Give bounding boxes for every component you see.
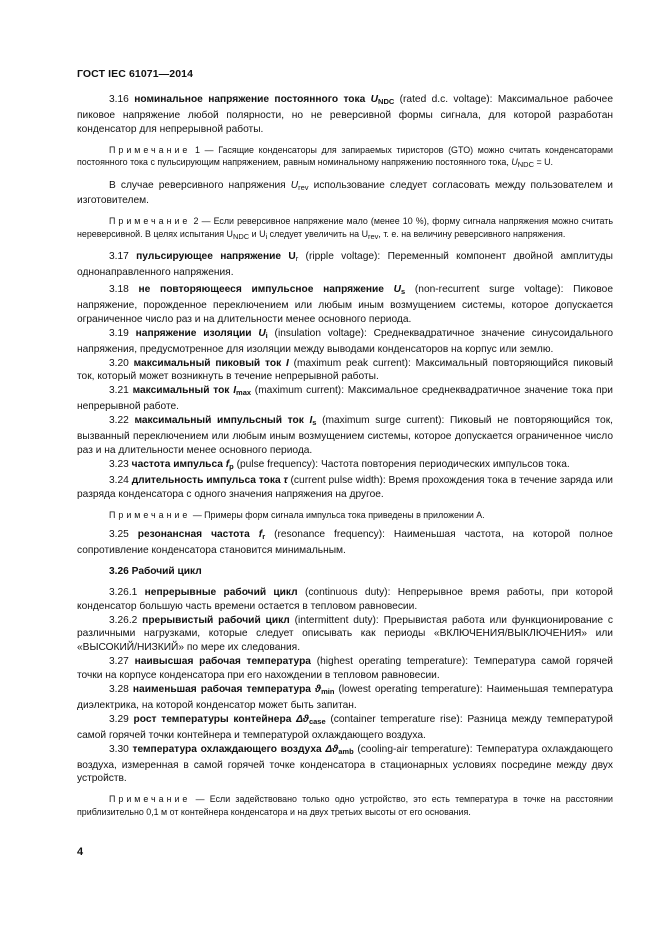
- clause-3-18: 3.18 не повторяющееся импульсное напряжение $U_s$ (non-recurrent surge voltage): Пиковое напряжение, порожденное переключением или любым иным возмущением системы, которое допускается ограниченное число раз и на длительности менее основного периода.: [77, 283, 613, 325]
- clause-3-28: 3.28 наименьшая рабочая температура $ϑ_{min}$ (lowest operating temperature): Наименьшая температура диэлектрика, на которой конденсатор может быть запитан.: [77, 684, 613, 711]
- clause-3-22: 3.22 максимальный импульсный ток $I_s$ (maximum surge current): Пиковый не повторяющийся ток, вызванный переключением или любым иным возмущением системы, которое допускается ограниченное число раз и на длительности менее основного периода.: [77, 415, 613, 456]
- note-2: Примечание 2 — Если реверсивное напряжение мало (менее 10 %), форму сигнала напряжения можно считать нереверсивной. В целях испытания $U_{NDC}$ и $U_i$ следует увеличить на $U_{rev}$, т. е. на величину реверсивного напряжения.: [77, 216, 613, 241]
- clause-3-23: 3.23 частота импульса $f_p$ (pulse frequency): Частота повторения периодических импульсов тока.: [109, 458, 570, 471]
- clause-3-24: 3.24 длительность импульса тока τ (current pulse width): Время прохождения тока в течение заряда или разряда конденсатора с одного значения напряжения на другое.: [77, 474, 613, 500]
- clause-3-27: 3.27 наивысшая рабочая температура (highest operating temperature): Температура самой горячей точки на корпусе конденсатора при его нахождении в тепловом равновесии.: [77, 656, 613, 682]
- clause-3-17: 3.17 пульсирующее напряжение $U_r$ (ripple voltage): Переменный компонент двойной амплитуды однонаправленного напряжения.: [77, 251, 613, 279]
- clause-3-19: 3.19 напряжение изоляции $U_i$ (insulation voltage): Среднеквадратичное значение синусоидального напряжения, предусмотренное для изоляции между выводами конденсаторов на корпус или землю.: [77, 327, 613, 355]
- clause-3-20: 3.20 максимальный пиковый ток I (maximum peak current): Максимальный повторяющийся пиковый ток, который может возникнуть в течение непрерывной работы.: [77, 357, 614, 383]
- clause-3-26-2: 3.26.2 прерывистый рабочий цикл (intermittent duty): Прерывистая работа или функционирование с различными нагрузками, которые следует описывать как периоды «ВКЛЮЧЕНИЯ/ВЫКЛЮЧЕНИЯ» или «ВЫСОКИЙ/НИЗКИЙ» по мере их следования.: [77, 614, 613, 654]
- clause-3-25: 3.25 резонансная частота $f_r$ (resonance frequency): Наименьшая частота, на которой полное сопротивление конденсатора становится минимальным.: [77, 528, 613, 556]
- document-body: [77, 93, 613, 818]
- note-3: Примечание — Примеры форм сигнала импульса тока приведены в приложении А.: [109, 509, 485, 520]
- section-heading-3-26: 3.26 Рабочий цикл: [109, 565, 202, 577]
- clause-3-16: 3.16 номинальное напряжение постоянного тока $U_{NDC}$ (rated d.c. voltage): Максимальное рабочее пиковое напряжение любой полярности, но не реверсивной формы сигнала, для которой разработан конденсатор для непрерывной работы.: [77, 94, 613, 135]
- clause-3-26-1: 3.26.1 непрерывные рабочий цикл (continuous duty): Непрерывное время работы, при которой конденсатор большую часть времени остается в тепловом равновесии.: [77, 586, 613, 612]
- term: номинальное напряжение постоянного тока: [134, 94, 366, 105]
- note-1: Примечание 1 — Гасящие конденсаторы для запираемых тиристоров (GTO) можно считать конденсаторами постоянного тока с пульсирующим напряжением, равным номинальному напряжению постоянного тока, $U_{NDC} = U$.: [77, 144, 613, 170]
- reverse-voltage-paragraph: В случае реверсивного напряжения $U_{rev}$ использование следует согласовать между пользователем и изготовителем.: [77, 179, 613, 207]
- document-header: ГОСТ IEC 61071—2014: [77, 68, 194, 80]
- clause-3-29: 3.29 рост температуры контейнера $\Delta ϑ_{case}$ (container temperature rise): Разница между температурой самой горячей точки контейнера и температурой охлаждающего воздуха.: [77, 713, 613, 741]
- clause-3-30: 3.30 температура охлаждающего воздуха $\Delta ϑ_{amb}$ (cooling-air temperature): Температура охлаждающего воздуха, измеренная в самой горячей точке конденсатора в стационарных условиях посредине между двух устройств.: [77, 743, 613, 785]
- page-number: 4: [77, 846, 84, 858]
- clause-3-21: 3.21 максимальный ток $I_{max}$ (maximum current): Максимальное среднеквадратичное значение тока при непрерывной работе.: [77, 385, 613, 413]
- note-4: Примечание — Если задействовано только одно устройство, это есть температура в точке на расстоянии приблизительно 0,1 м от контейнера конденсатора и на двух третьих высоты от его основания.: [77, 794, 613, 817]
